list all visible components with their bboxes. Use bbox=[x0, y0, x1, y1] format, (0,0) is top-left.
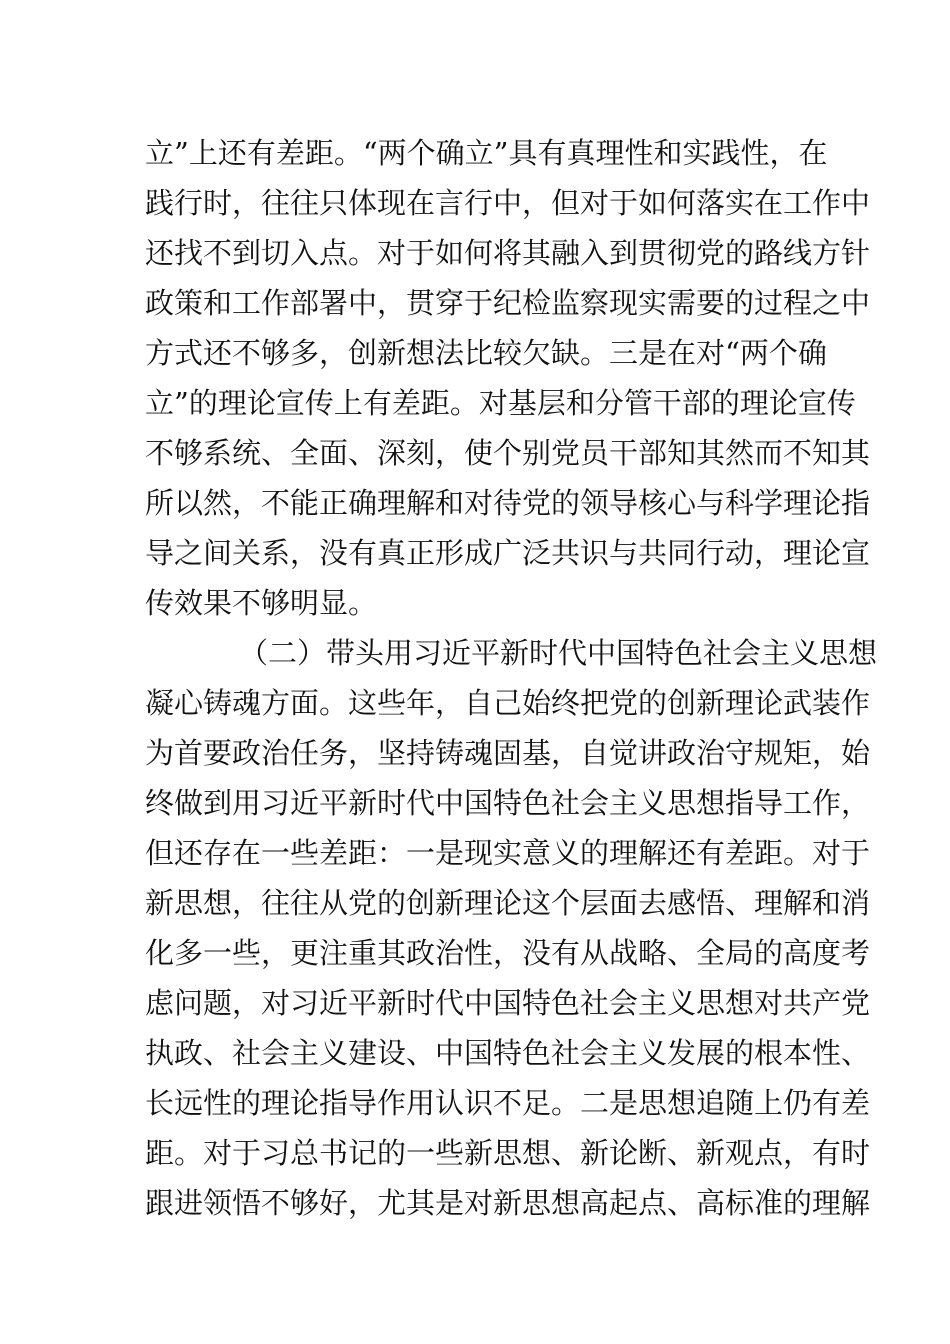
text-line: 长远性的理论指导作用认识不足。二是思想追随上仍有差 bbox=[145, 1086, 871, 1120]
text-line: 距。对于习总书记的一些新思想、新论断、新观点，有时 bbox=[145, 1136, 871, 1170]
text-line: 跟进领悟不够好，尤其是对新思想高起点、高标准的理解 bbox=[145, 1186, 871, 1220]
text-line: 立”上还有差距。“两个确立”具有真理性和实践性，在 bbox=[145, 136, 828, 170]
text-line: 终做到用习近平新时代中国特色社会主义思想指导工作， bbox=[145, 786, 871, 820]
text-line: 政策和工作部署中，贯穿于纪检监察现实需要的过程之中 bbox=[145, 286, 871, 320]
text-line: 为首要政治任务，坚持铸魂固基，自觉讲政治守规矩，始 bbox=[145, 736, 871, 770]
text-line: 所以然，不能正确理解和对待党的领导核心与科学理论指 bbox=[145, 486, 871, 520]
text-line: 还找不到切入点。对于如何将其融入到贯彻党的路线方针 bbox=[145, 236, 871, 270]
text-line: 导之间关系，没有真正形成广泛共识与共同行动，理论宣 bbox=[145, 536, 871, 570]
text-line: 传效果不够明显。 bbox=[145, 586, 378, 620]
text-line: 立”的理论宣传上有差距。对基层和分管干部的理论宣传 bbox=[145, 386, 856, 420]
text-line: 凝心铸魂方面。这些年，自己始终把党的创新理论武装作 bbox=[145, 686, 871, 720]
text-line: 新思想，往往从党的创新理论这个层面去感悟、理解和消 bbox=[145, 886, 871, 920]
text-line: 化多一些，更注重其政治性，没有从战略、全局的高度考 bbox=[145, 936, 871, 970]
section-heading-line: （二）带头用习近平新时代中国特色社会主义思想 bbox=[239, 636, 878, 670]
text-line: 方式还不够多，创新想法比较欠缺。三是在对“两个确 bbox=[145, 336, 827, 370]
text-line: 践行时，往往只体现在言行中，但对于如何落实在工作中 bbox=[145, 186, 871, 220]
text-line: 但还存在一些差距：一是现实意义的理解还有差距。对于 bbox=[145, 836, 871, 870]
text-line: 不够系统、全面、深刻，使个别党员干部知其然而不知其 bbox=[145, 436, 871, 470]
text-line: 虑问题，对习近平新时代中国特色社会主义思想对共产党 bbox=[145, 986, 871, 1020]
text-line: 执政、社会主义建设、中国特色社会主义发展的根本性、 bbox=[145, 1036, 871, 1070]
